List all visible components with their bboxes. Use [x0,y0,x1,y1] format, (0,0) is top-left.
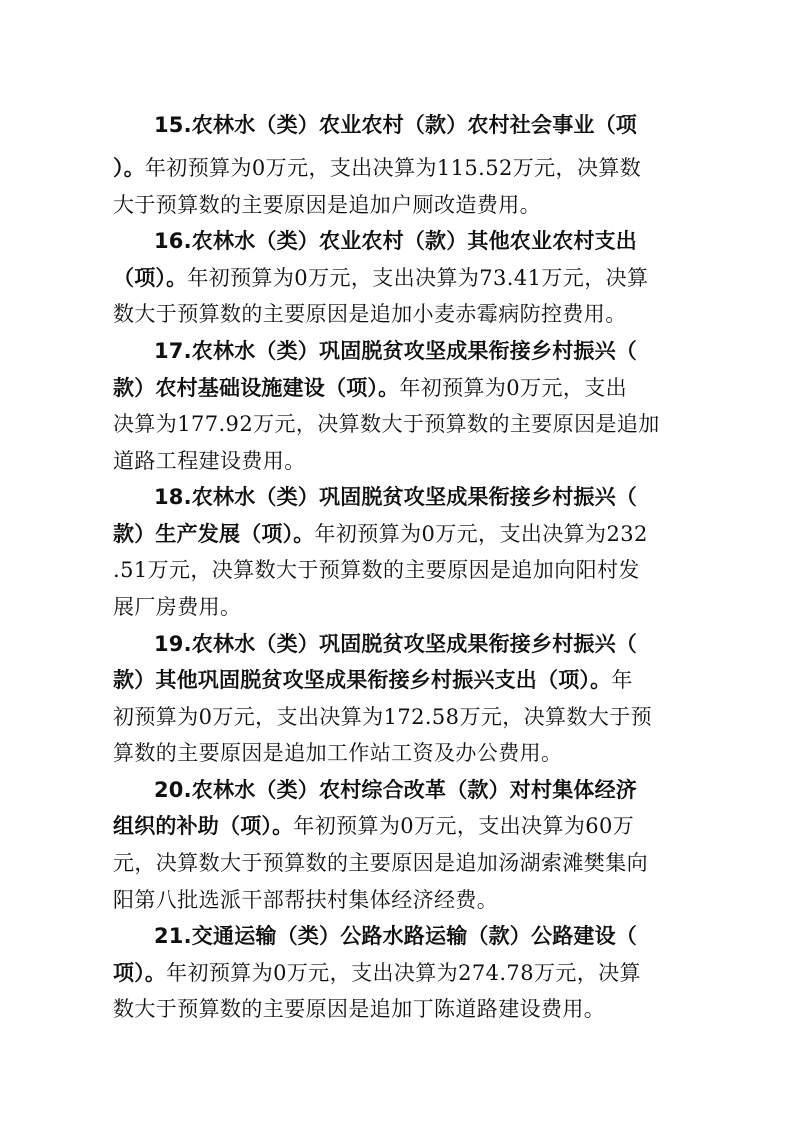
item-20-heading: 20.农林水（类）农村综合改革（款）对村集体经济 [154,778,637,802]
item-20-text-3: 阳第八批选派干部帮扶村集体经济经费。 [113,888,499,912]
item-19-heading-end: 款）其他巩固脱贫攻坚成果衔接乡村振兴支出（项）。 [113,668,612,692]
item-15-text-2: 大于预算数的主要原因是追加户厕改造费用。 [113,193,541,217]
item-15-heading: 15.农林水（类）农业农村（款）农村社会事业（项 [154,113,637,137]
item-17-text-2: 决算为177.92万元，决算数大于预算数的主要原因是追加 [113,412,660,436]
item-21-heading-end: 项）。 [113,961,167,985]
item-19-text-1: 年 [611,668,633,692]
item-18-text-3: 展厂房费用。 [113,595,242,619]
item-20-text-1: 年初预算为0万元，支出决算为60万 [293,814,635,838]
item-16-text-1: 年初预算为0万元，支出决算为73.41万元，决算 [187,266,649,290]
item-17-heading: 17.农林水（类）巩固脱贫攻坚成果衔接乡村振兴（ [154,339,637,363]
item-21-text-1: 年初预算为0万元，支出决算为274.78万元，决算 [166,961,641,985]
item-20-text-2: 元，决算数大于预算数的主要原因是追加汤湖索滩樊集向 [113,851,648,875]
item-19-text-2: 初预算为0万元，支出决算为172.58万元，决算数大于预 [113,705,653,729]
item-21-text-2: 数大于预算数的主要原因是追加丁陈道路建设费用。 [113,997,606,1021]
item-20-heading-end: 组织的补助（项）。 [113,814,294,838]
item-17-text-3: 道路工程建设费用。 [113,449,306,473]
item-19-text-3: 算数的主要原因是追加工作站工资及办公费用。 [113,741,563,765]
item-17-heading-end: 款）农村基础设施建设（项）。 [113,376,400,400]
item-16-heading: 16.农林水（类）农业农村（款）其他农业农村支出 [154,229,637,253]
item-15-heading-end: ）。 [113,156,145,180]
item-16-heading-end: （项）。 [113,266,188,290]
item-18-heading: 18.农林水（类）巩固脱贫攻坚成果衔接乡村振兴（ [154,485,637,509]
item-15-text-1: 年初预算为0万元，支出决算为115.52万元，决算数 [144,156,642,180]
item-18-text-1: 年初预算为0万元，支出决算为232 [314,522,648,546]
item-16-text-2: 数大于预算数的主要原因是追加小麦赤霉病防控费用。 [113,302,627,326]
item-17-text-1: 年初预算为0万元，支出 [399,376,628,400]
item-18-heading-end: 款）生产发展（项）。 [113,522,315,546]
item-18-text-2: .51万元，决算数大于预算数的主要原因是追加向阳村发 [113,558,640,582]
item-19-heading: 19.农林水（类）巩固脱贫攻坚成果衔接乡村振兴（ [154,632,637,656]
item-21-heading: 21.交通运输（类）公路水路运输（款）公路建设（ [154,924,637,948]
